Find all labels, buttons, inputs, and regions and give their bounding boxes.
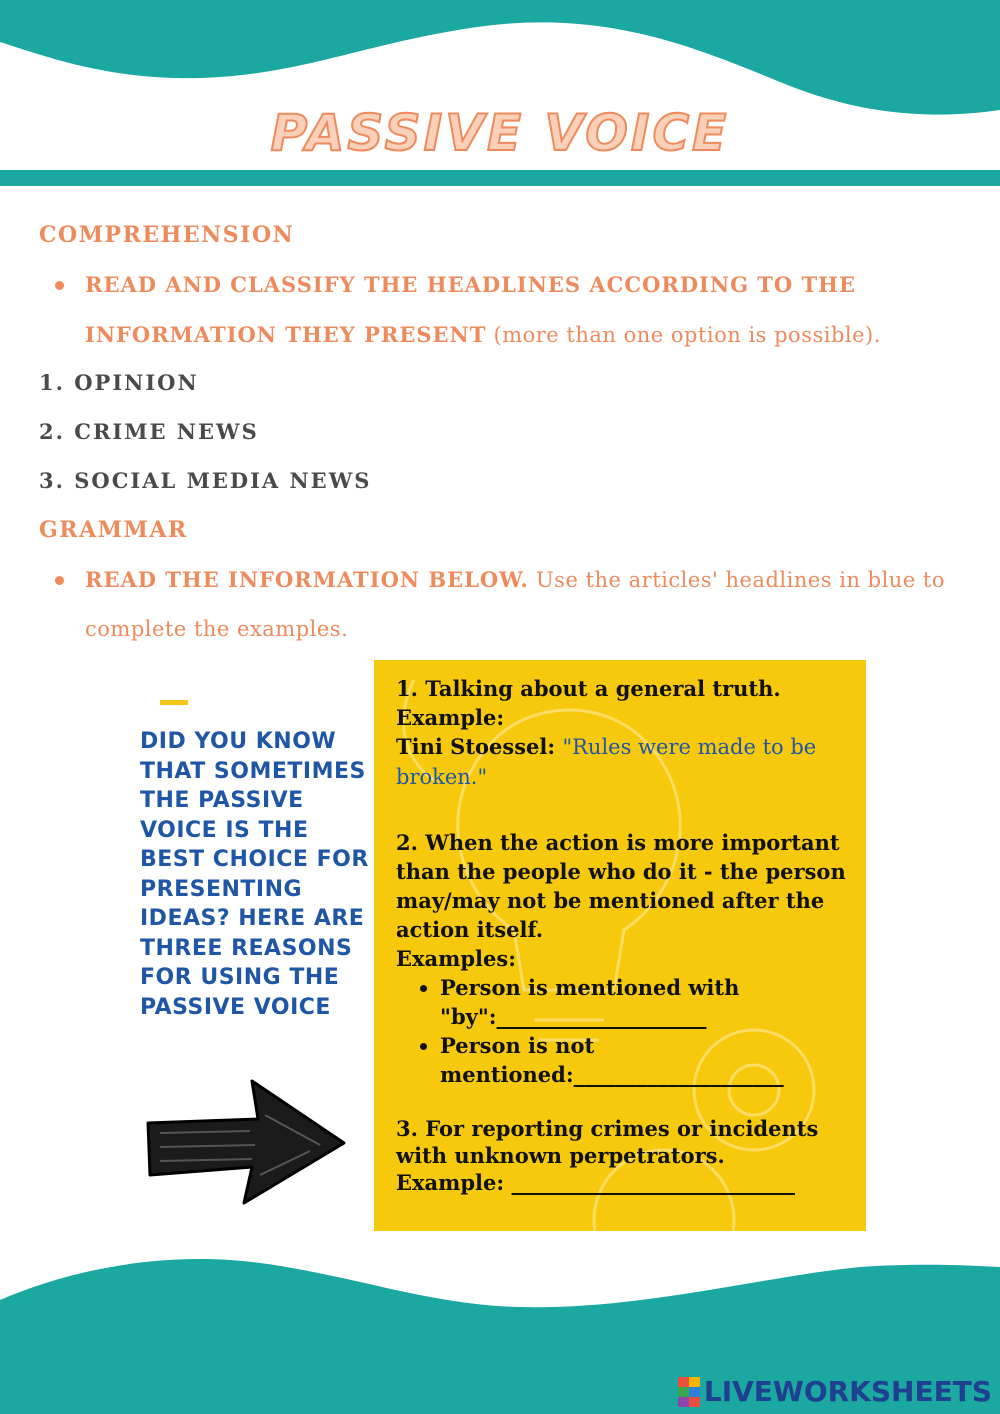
grammar-instruction-rest: Use the articles' headlines in blue to complete the examples. — [85, 568, 946, 641]
reason-2-title: 2. When the action is more important than the people who do it - the person may/may not be mentioned after the action itself. — [396, 830, 846, 942]
liveworksheets-logo — [678, 1375, 992, 1408]
reason-1-example-label: Example: — [396, 705, 505, 730]
reason-3-title: 3. For reporting crimes or incidents with unknown perpetrators. — [396, 1116, 819, 1168]
arrow-right-icon — [140, 1075, 350, 1215]
comprehension-instruction-rest: (more than one option is possible). — [486, 323, 881, 347]
comprehension-instruction-bold: READ AND CLASSIFY THE HEADLINES ACCORDING TO THE INFORMATION THEY PRESENT — [85, 272, 857, 347]
option-crime-news: 2. CRIME NEWS — [39, 419, 259, 444]
reason-1-quote: "Rules were made to be broken." — [396, 735, 817, 789]
page-title: PASSIVE VOICE — [270, 104, 730, 162]
grammar-instruction-bold: READ THE INFORMATION BELOW. — [85, 567, 529, 592]
liveworksheets-brand-text: LIVEWORKSHEETS — [703, 1375, 992, 1408]
accent-dash — [160, 700, 188, 705]
reason-2-examples-label: Examples: — [396, 946, 516, 971]
reason-3-example: Example: ___________________________ — [396, 1170, 795, 1195]
grammar-heading: GRAMMAR — [39, 517, 188, 543]
liveworksheets-badge-icon — [678, 1377, 700, 1407]
option-opinion: 1. OPINION — [39, 370, 199, 395]
grammar-instruction — [55, 555, 955, 654]
reasons-box — [374, 660, 866, 1231]
comprehension-instruction — [55, 260, 955, 360]
option-social-media-news: 3. SOCIAL MEDIA NEWS — [39, 468, 372, 493]
bullet-dot — [55, 576, 64, 585]
reason-2-example-not-mentioned: • Person is not mentioned:____________________ — [440, 1031, 856, 1089]
reason-2-example-list — [396, 973, 856, 1089]
reason-1-title: 1. Talking about a general truth. — [396, 676, 781, 701]
reason-1-speaker: Tini Stoessel: — [396, 734, 563, 759]
reason-2-example-by: • Person is mentioned with "by":____________________ — [440, 973, 856, 1031]
did-you-know-callout: DID YOU KNOW THAT SOMETIMES THE PASSIVE VOICE IS THE BEST CHOICE FOR PRESENTING IDEAS? HERE ARE THREE REASONS FOR USING THE PASSIVE VOICE — [140, 729, 369, 1020]
bullet-dot — [55, 281, 64, 290]
comprehension-heading: COMPREHENSION — [39, 222, 295, 248]
